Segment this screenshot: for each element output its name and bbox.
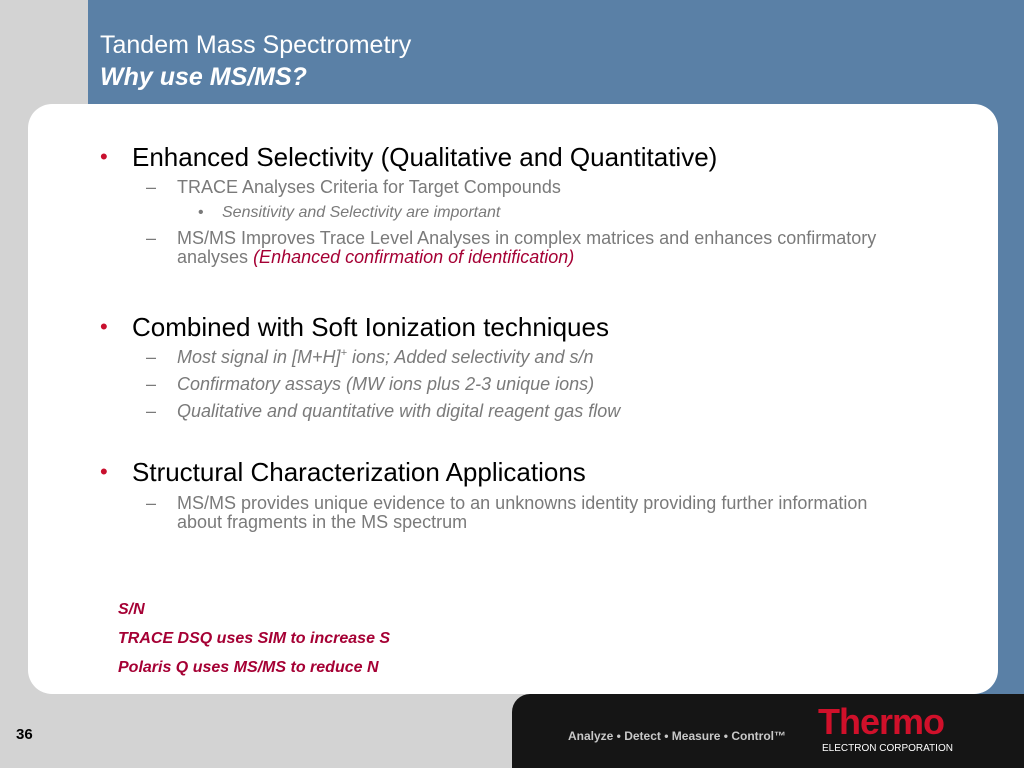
sub-bullet-text: Confirmatory assays (MW ions plus 2-3 unique ions) [177,374,595,394]
dash-marker: – [146,228,157,248]
sub-bullet-text-wrap [177,229,906,267]
sub-bullet-confirmatory-assays [146,375,906,394]
sub-bullet-text: MS/MS Improves Trace Level Analyses in complex matrices and enhances confirmatory analyses [177,228,877,267]
footer-tagline: Analyze • Detect • Measure • Control™ [568,729,786,743]
note-trace-dsq: TRACE DSQ uses SIM to increase S [118,630,391,647]
sub-bullet-text: TRACE Analyses Criteria for Target Compounds [177,177,561,197]
sub-bullet-unique-evidence [146,494,906,532]
sub-bullet-text: ions; Added selectivity and s/n [347,347,594,367]
dash-marker: – [146,347,157,367]
sub-bullet-msms-improves [146,229,906,267]
page-number: 36 [16,726,33,743]
logo-subtitle: ELECTRON CORPORATION [822,743,953,754]
slide-subtitle: Why use MS/MS? [100,63,307,91]
bullet-marker: • [100,314,108,339]
sub-bullet-text: Most signal in [M+H] [177,347,341,367]
dash-marker: – [146,374,157,394]
bullet-marker: • [198,204,204,221]
footer-gray-band [0,694,560,768]
sub-bullet-reagent-gas [146,402,906,421]
bullet-text: Structural Characterization Applications [132,457,586,487]
sub-bullet-trace-criteria [146,178,906,197]
sub-sub-bullet-text: Sensitivity and Selectivity are important [222,204,501,221]
bullet-marker: • [100,144,108,169]
slide-title: Tandem Mass Spectrometry [100,31,412,59]
superscript-plus: + [340,347,347,359]
thermo-logo: Thermo [818,701,945,742]
note-sn: S/N [118,601,145,618]
dash-marker: – [146,177,157,197]
bullet-marker: • [100,459,108,484]
sub-bullet-text: MS/MS provides unique evidence to an unknowns identity providing further information about fragments in the MS spectrum [177,493,868,532]
bullet-text: Enhanced Selectivity (Qualitative and Quantitative) [132,142,718,172]
sub-bullet-text: Qualitative and quantitative with digital reagent gas flow [177,401,621,421]
sub-bullet-most-signal [146,348,906,367]
highlight-text: (Enhanced confirmation of identification) [253,247,575,267]
dash-marker: – [146,401,157,421]
bullet-text: Combined with Soft Ionization techniques [132,312,609,342]
dash-marker: – [146,493,157,513]
sub-bullet-text-wrap [177,348,906,367]
note-polaris-q: Polaris Q uses MS/MS to reduce N [118,659,379,676]
